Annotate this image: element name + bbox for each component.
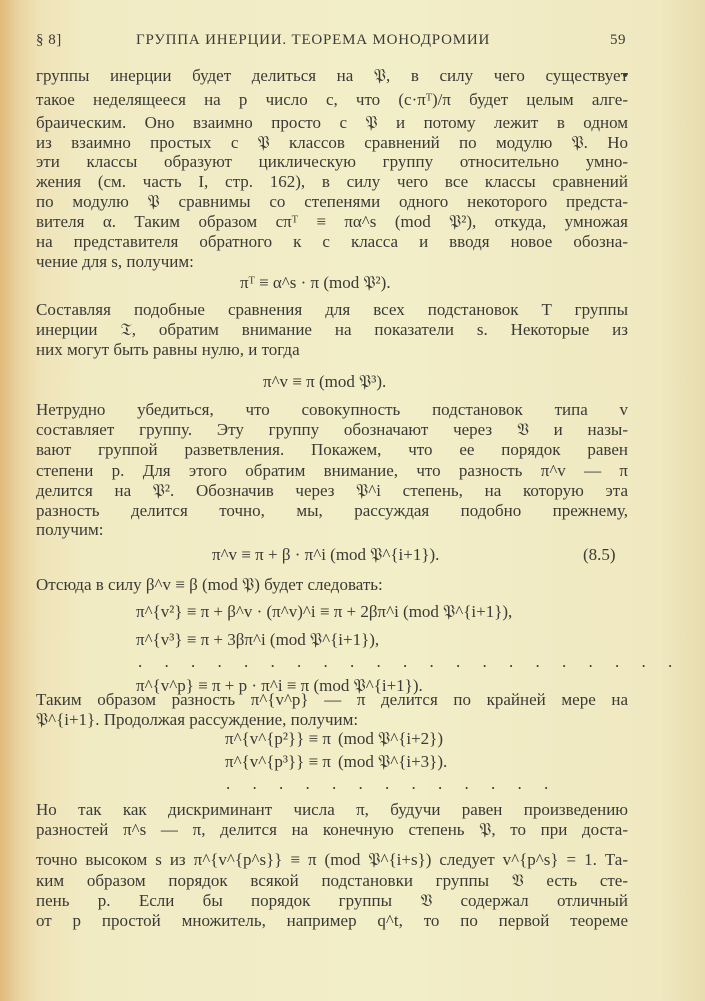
text-line: из взаимно простых с 𝔓 классов сравнений по модулю 𝔓. Но [36,133,628,152]
text-line: них могут быть равны нулю, и тогда [36,340,300,359]
text-line: делится на 𝔓². Обозначив через 𝔓^i степень, на которую эта [36,481,628,500]
text-line: Но так как дискриминант числа π, будучи равен произведению [36,800,628,819]
chapter-title: ГРУППА ИНЕРЦИИ. ТЕОРЕМА МОНОДРОМИИ [136,32,491,48]
text-line: Отсюда в силу β^v ≡ β (mod 𝔓) будет следовать: [36,575,383,594]
text-line: составляет группу. Эту группу обозначают через 𝔙 и назы- [36,420,628,439]
display-formula: π^{v^p} ≡ π + p · π^i ≡ π (mod 𝔓^{i+1}). [136,676,423,695]
display-formula: πᵀ ≡ α^s · π (mod 𝔓²). [240,273,391,292]
text-line: Нетрудно убедиться, что совокупность подстановок типа v [36,400,628,419]
text-line: вают группой разветвления. Покажем, что ее порядок равен [36,440,628,459]
text-line: разностей π^s — π, делится на конечную степень 𝔓, то при доста- [36,820,628,839]
running-head [36,32,626,54]
ellipsis-row: . . . . . . . . . . . . . [226,774,558,793]
text-line: вителя α. Таким образом cπᵀ ≡ πα^s (mod 𝔓²), откуда, умножая [36,212,628,231]
text-line: браическим. Оно взаимно просто с 𝔓 и потому лежит в одном [36,113,628,132]
display-formula: π^v ≡ π (mod 𝔓³). [263,372,387,391]
text-line: чение для s, получим: [36,252,194,271]
text-line: эти классы образуют циклическую группу относительно умно- [36,152,628,171]
section-marker: § 8] [36,32,62,48]
text-line: на представителя обратного к c класса и вводя новое обозна- [36,232,628,251]
display-formula-mod: (mod 𝔓^{i+2}) [338,729,444,748]
display-formula: π^{v^{p²}} ≡ π [225,729,331,748]
text-line: инерции 𝔗, обратим внимание на показатели s. Некоторые из [36,320,628,339]
display-formula: π^{v³} ≡ π + 3βπ^i (mod 𝔓^{i+1}), [136,630,380,649]
text-line: ким образом порядок всякой подстановки группы 𝔙 есть сте- [36,871,628,890]
text-line: получим: [36,520,104,539]
text-line: 𝔓^{i+1}. Продолжая рассуждение, получим: [36,710,359,729]
text-line: степени p. Для этого обратим внимание, что разность π^v — π [36,461,628,480]
equation-number: (8.5) [583,545,616,564]
text-line: Таким образом разность π^{v^p} — π делится по крайней мере на [36,690,628,709]
text-line: точно высоком s из π^{v^{p^s}} ≡ π (mod 𝔓^{i+s}) следует v^{p^s} = 1. Та- [36,850,628,869]
ellipsis-row: . . . . . . . . . . . . . . . . . . . . . [138,652,682,671]
display-formula-mod: (mod 𝔓^{i+3}). [338,752,448,771]
text-line: группы инерции будет делиться на 𝔓, в силу чего существует [36,66,628,85]
display-formula: π^{v^{p³}} ≡ π [225,752,331,771]
text-line: от p простой множитель, например q^t, то по первой теореме [36,911,628,930]
text-line: такое неделящееся на p число c, что (c·πᵀ)/π будет целым алге- [36,90,628,109]
text-line: жения (см. часть I, стр. 162), в силу чего все классы сравнений [36,172,628,191]
text-line: разность делится точно, мы, рассуждая подобно прежнему, [36,501,628,520]
display-formula: π^v ≡ π + β · π^i (mod 𝔓^{i+1}). [212,545,440,564]
text-line: Составляя подобные сравнения для всех подстановок T группы [36,300,628,319]
page-number: 59 [610,32,626,48]
text-line: по модулю 𝔓 сравнимы со степенями одного некоторого предста- [36,192,628,211]
display-formula: π^{v²} ≡ π + β^v · (π^v)^i ≡ π + 2βπ^i (mod 𝔓^{i+1}), [136,602,513,621]
text-line: пень p. Если бы порядок группы 𝔙 содержал отличный [36,891,628,910]
